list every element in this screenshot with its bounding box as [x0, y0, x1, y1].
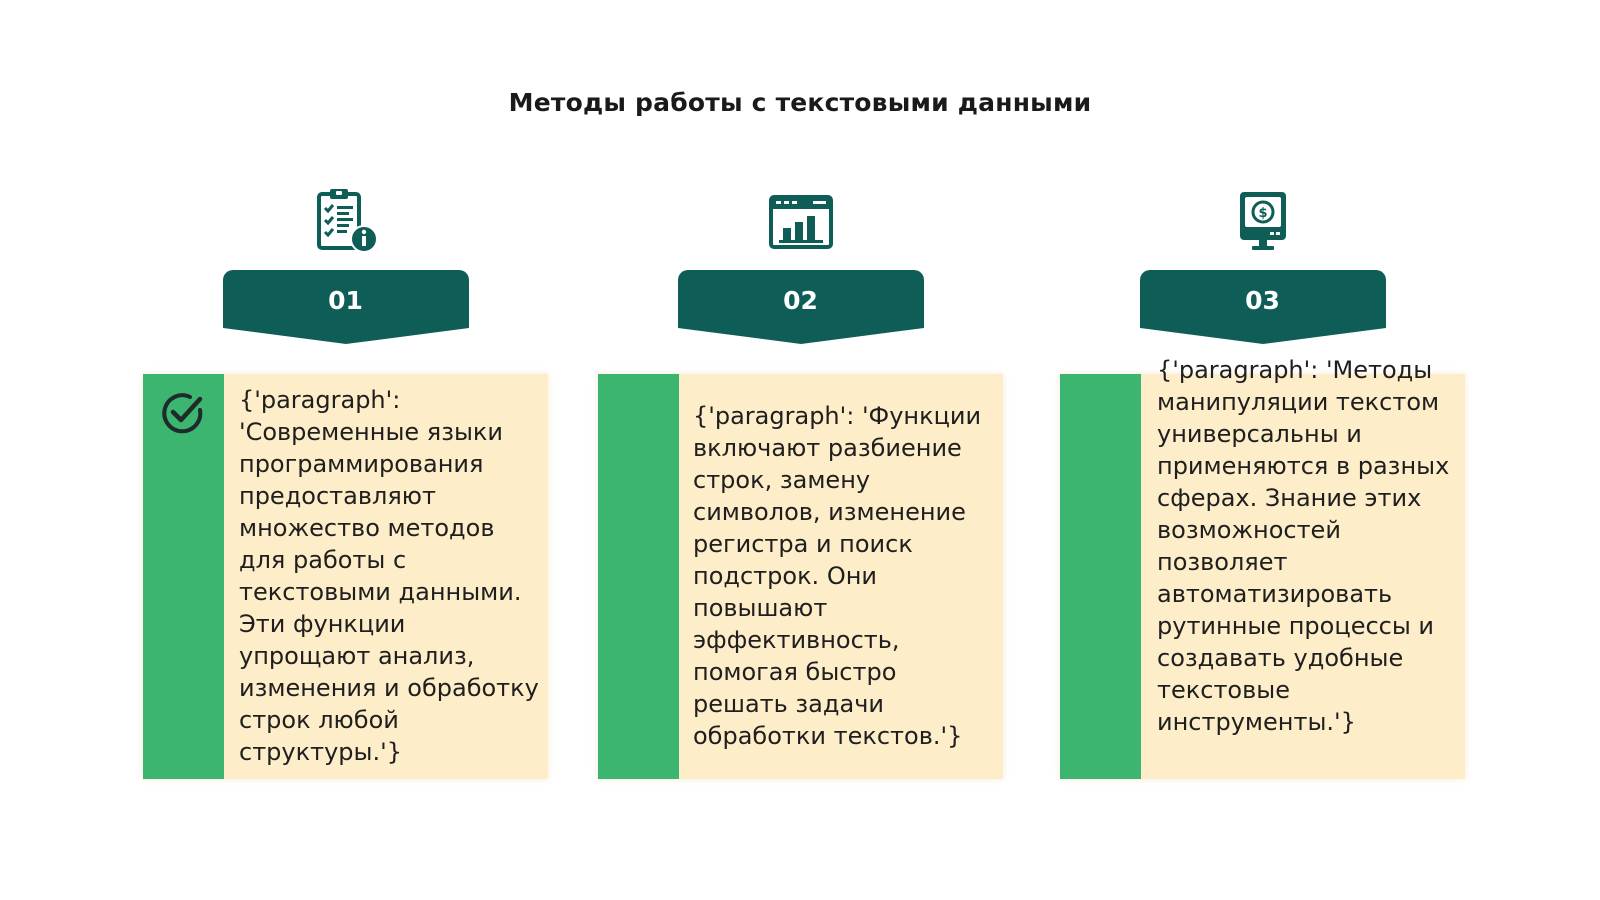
card-accent-bar — [143, 374, 224, 779]
card-paragraph: {'paragraph': 'Современные языки программирования предоставляют множество методов для работы с текстовыми данными. Эти функции упрощают анализ, изменения и обработку строк любой структуры.'} — [239, 386, 539, 766]
monitor-dollar-icon — [1230, 188, 1296, 254]
clipboard-checklist-info-icon — [313, 188, 379, 254]
check-circle-icon — [160, 390, 206, 436]
column-02 — [598, 0, 1003, 900]
card-accent-bar — [598, 374, 679, 779]
browser-bar-chart-icon — [768, 188, 834, 254]
svg-text:$: $ — [1257, 206, 1268, 221]
step-number: 03 — [1245, 286, 1280, 315]
card-accent-bar — [1060, 374, 1141, 779]
page-title: Методы работы с текстовыми данными — [508, 88, 1092, 117]
step-badge-03 — [1140, 270, 1386, 346]
step-badge-01 — [223, 270, 469, 346]
card-paragraph: {'paragraph': 'Функции включают разбиение строк, замену символов, изменение регистра и поиск подстрок. Они повышают эффективность, помогая быстро решать задачи обработки текстов.'} — [693, 402, 982, 750]
step-number: 02 — [783, 286, 818, 315]
column-01 — [143, 0, 548, 900]
step-number: 01 — [328, 286, 363, 315]
column-03 — [1060, 0, 1465, 900]
step-badge-02 — [678, 270, 924, 346]
card-paragraph: {'paragraph': 'Методы манипуляции текстом универсальны и применяются в разных сферах. Знание этих возможностей позволяет автоматизировать рутинные процессы и создавать удобные текстовые инструменты.'} — [1157, 356, 1450, 736]
